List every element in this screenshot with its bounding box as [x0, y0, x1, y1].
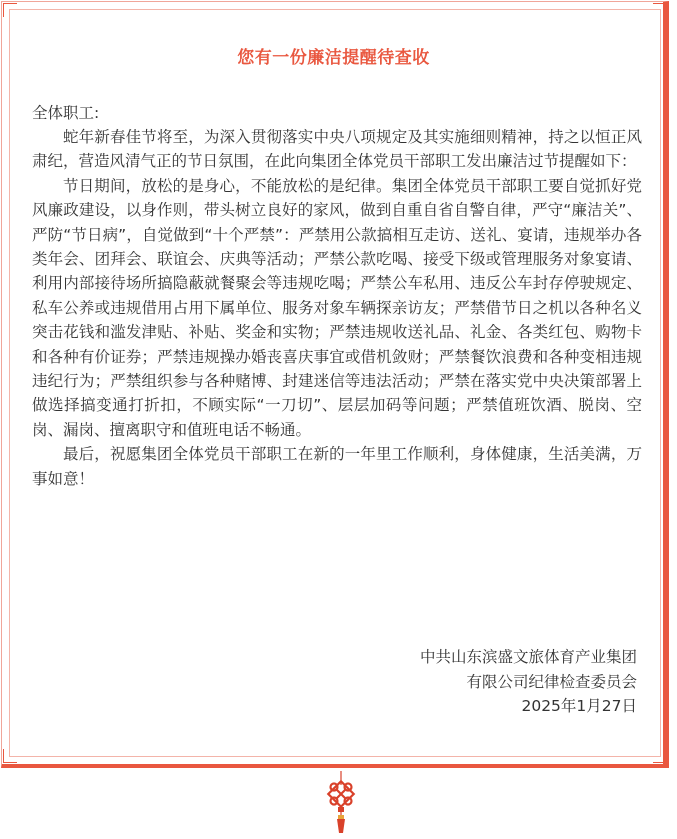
- letter-body: [32, 125, 642, 491]
- paragraph-closing: 最后，祝愿集团全体党员干部职工在新的一年里工作顺利，身体健康，生活美满，万事如意！: [32, 445, 642, 488]
- signature-block: [420, 645, 637, 719]
- corner-decoration-top-left: [3, 3, 17, 17]
- corner-decoration-top-right: [653, 3, 667, 17]
- paragraph-intro: 蛇年新春佳节将至，为深入贯彻落实中央八项规定及其实施细则精神，持之以恒正风肃纪，营造风清气正的节日氛围，在此向集团全体党员干部职工发出廉洁过节提醒如下：: [32, 128, 642, 171]
- letter-title: 您有一份廉洁提醒待查收: [237, 48, 430, 68]
- signature-date: 2025年1月27日: [521, 697, 637, 716]
- signature-org-line2: 有限公司纪律检查委员会: [466, 672, 637, 691]
- salutation: 全体职工:: [32, 104, 100, 122]
- signature-org-line1: 中共山东滨盛文旅体育产业集团: [419, 648, 637, 666]
- corner-decoration-bottom-right: [653, 749, 667, 763]
- chinese-knot-icon: [321, 771, 361, 839]
- corner-decoration-bottom-left: [3, 749, 17, 763]
- paragraph-rules: 节日期间，放松的是身心，不能放松的是纪律。集团全体党员干部职工要自觉抓好党风廉政建设，以身作则，带头树立良好的家风，做到自重自省自警自律，严守“廉洁关”、严防“节日病”，自觉做到“十个严禁”：严禁用公款搞相互走访、送礼、宴请，违规举办各类年会、团拜会、联谊会、庆典等活动；严禁公款吃喝、接受下级或管理服务对象宴请、利用内部接待场所搞隐蔽就餐聚会等违规吃喝；严禁公车私用、违反公车封存停驶规定、私车公养或违规借用占用下属单位、服务对象车辆探亲访友；严禁借节日之机以各种名义突击花钱和滥发津贴、补贴、奖金和实物；严禁违规收送礼品、礼金、各类红包、购物卡和各种有价证券；严禁违规操办婚丧喜庆事宜或借机敛财；严禁餐饮浪费和各种变相违规违纪行为；严禁组织参与各种赌博、封建迷信等违法活动；严禁在落实党中央决策部署上做选择搞变通打折扣，不顾实际“一刀切”、层层加码等问题；严禁值班饮酒、脱岗、空岗、漏岗、擅离职守和值班电话不畅通。: [32, 176, 642, 439]
